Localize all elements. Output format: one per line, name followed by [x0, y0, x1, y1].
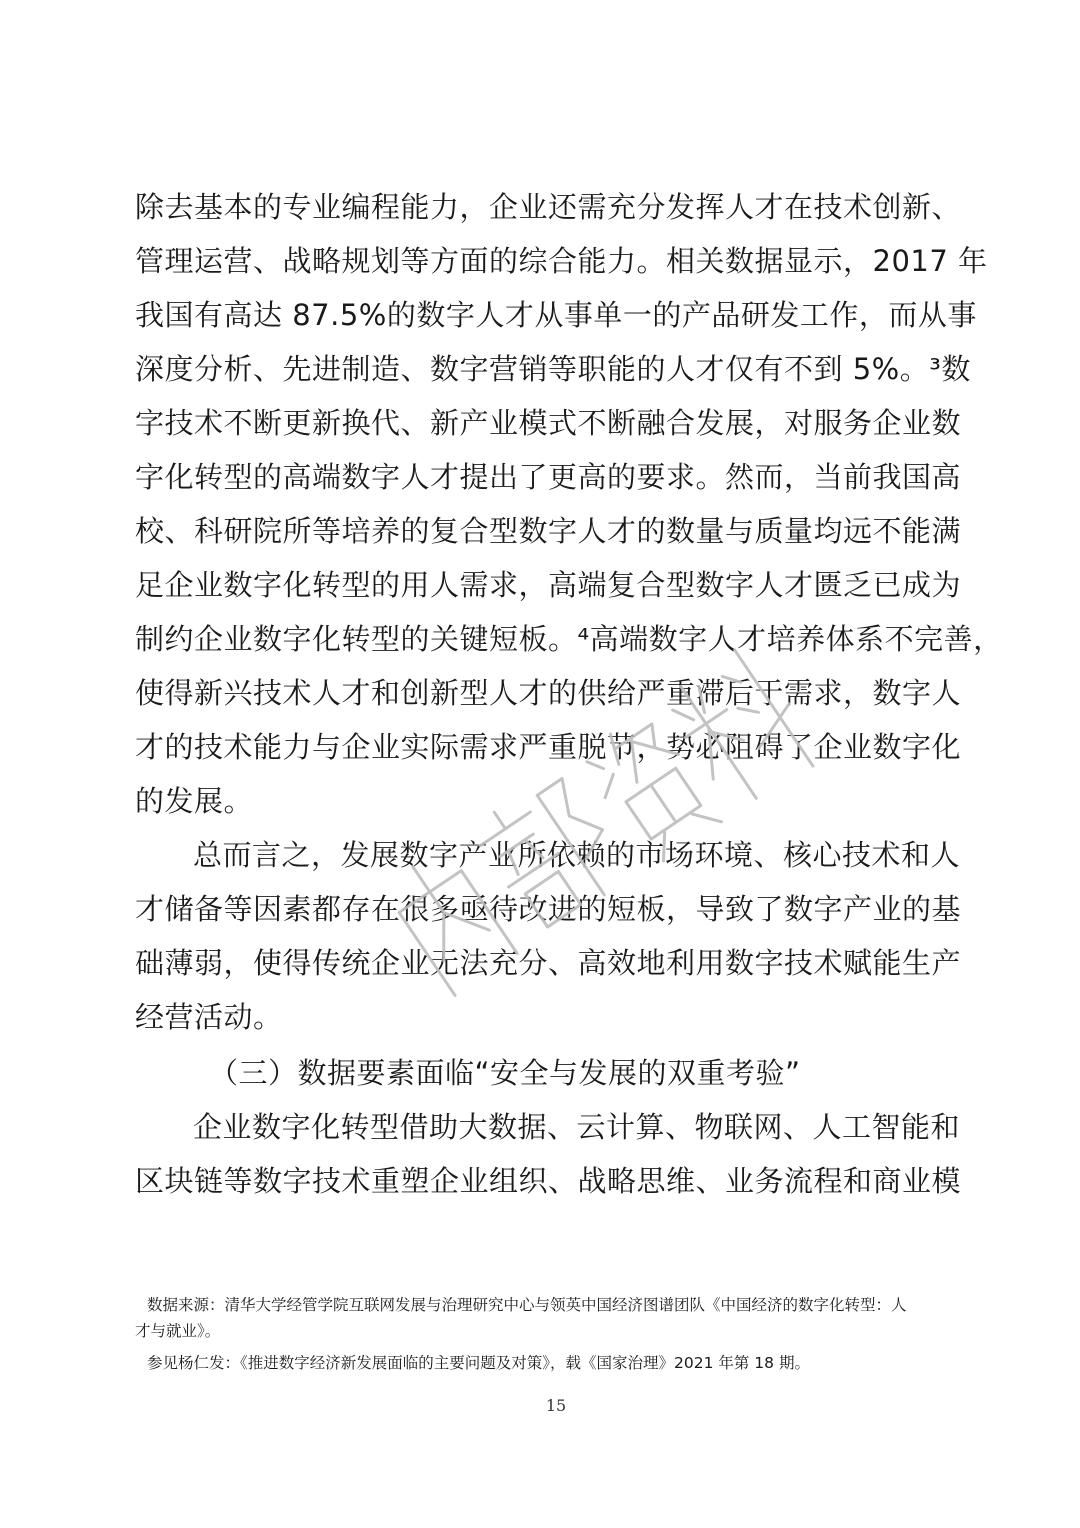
- text-line: 制约企业数字化转型的关键短板。⁴高端数字人才培养体系不完善，: [135, 622, 1003, 656]
- footnote-3: 数据来源：清华大学经管学院互联网发展与治理研究中心与领英中国经济图谱团队《中国经济的数字化转型：人: [147, 1296, 907, 1314]
- page-number: 15: [545, 1396, 567, 1415]
- text-line: 校、科研院所等培养的复合型数字人才的数量与质量均远不能满: [135, 514, 962, 548]
- paragraph-3: [135, 1100, 962, 1208]
- text-line: 才的技术能力与企业实际需求严重脱节，势必阻碍了企业数字化: [135, 730, 962, 764]
- footnote-4: 参见杨仁发：《推进数字经济新发展面临的主要问题及对策》，载《国家治理》2021 年第 18 期。: [147, 1354, 810, 1372]
- section-heading: （三）数据要素面临“安全与发展的双重考验”: [209, 1056, 801, 1090]
- text-line: 字技术不断更新换代、新产业模式不断融合发展，对服务企业数: [135, 406, 962, 440]
- text-line: 使得新兴技术人才和创新型人才的供给严重滞后于需求，数字人: [135, 676, 962, 710]
- text-line: 础薄弱，使得传统企业无法充分、高效地利用数字技术赋能生产: [135, 946, 962, 980]
- text-line: 的发展。: [135, 784, 254, 818]
- text-line: 经营活动。: [135, 1000, 283, 1034]
- body-text: [135, 180, 1003, 1208]
- text-line: 企业数字化转型借助大数据、云计算、物联网、人工智能和: [193, 1110, 961, 1144]
- text-line: 深度分析、先进制造、数字营销等职能的人才仅有不到 5%。³数: [135, 352, 971, 386]
- text-line: 管理运营、战略规划等方面的综合能力。相关数据显示，2017 年: [135, 244, 988, 278]
- text-line: 区块链等数字技术重塑企业组织、战略思维、业务流程和商业模: [135, 1164, 962, 1198]
- text-line: 才储备等因素都存在很多亟待改进的短板，导致了数字产业的基: [135, 892, 962, 926]
- footnotes: [135, 1292, 955, 1376]
- paragraph-1: [135, 180, 1003, 828]
- paragraph-2: [135, 828, 962, 1044]
- text-line: 我国有高达 87.5%的数字人才从事单一的产品研发工作，而从事: [135, 298, 977, 332]
- text-line: 足企业数字化转型的用人需求，高端复合型数字人才匮乏已成为: [135, 568, 962, 602]
- text-line: 除去基本的专业编程能力，企业还需充分发挥人才在技术创新、: [135, 190, 962, 224]
- footnote-3-continued: 才与就业》。: [135, 1322, 221, 1340]
- text-line: 总而言之，发展数字产业所依赖的市场环境、核心技术和人: [193, 838, 961, 872]
- text-line: 字化转型的高端数字人才提出了更高的要求。然而，当前我国高: [135, 460, 962, 494]
